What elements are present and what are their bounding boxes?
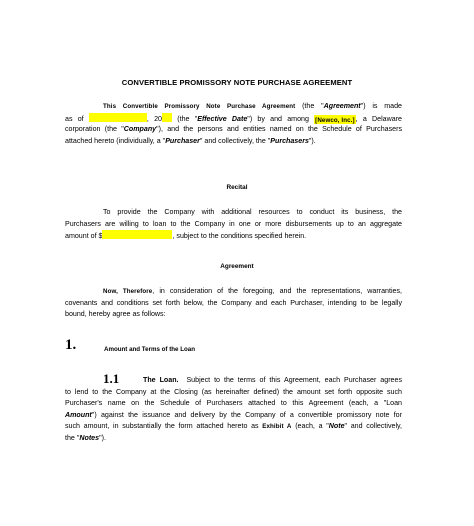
intro-line-4: attached hereto (individually, a "Purchaser" and collectively, the "Purchasers"). bbox=[65, 136, 316, 145]
recital-line-2: Purchasers are willing to loan to the Company in one or more disbursements up to an aggregate bbox=[65, 219, 402, 228]
loan-line-6: the "Notes"). bbox=[65, 433, 106, 442]
intro-line-1: This Convertible Promissory Note Purchase Agreement (the "Agreement") is made bbox=[103, 102, 402, 110]
loan-line-2: to lend to the Company at the Closing (as hereinafter defined) the amount set forth opposite such bbox=[65, 387, 402, 396]
intro-line-3: corporation (the "Company"), and the persons and entities named on the Schedule of Purchasers bbox=[65, 125, 402, 133]
recital-line-1: To provide the Company with additional resources to conduct its business, the bbox=[103, 208, 402, 216]
section-1-number: 1. bbox=[65, 337, 77, 353]
year-blank-highlight[interactable] bbox=[162, 113, 172, 122]
agreement-heading: Agreement bbox=[220, 263, 254, 270]
document-title: CONVERTIBLE PROMISSORY NOTE PURCHASE AGREEMENT bbox=[121, 78, 353, 87]
agreement-paragraph bbox=[65, 286, 402, 321]
loan-line-3: Purchaser's name on the Schedule of Purchasers attached to this Agreement (each, a "Loan bbox=[65, 399, 402, 407]
date-blank-highlight[interactable] bbox=[89, 113, 147, 122]
loan-line-4: Amount") against the issuance and delivery by the Company of a convertible promissory note for bbox=[65, 410, 402, 419]
company-name-highlight[interactable]: [Newco, Inc.] bbox=[315, 116, 355, 124]
recital-line-3: amount of $ , subject to the conditions specified herein. bbox=[65, 232, 307, 240]
agreement-line-1: Now, Therefore, in consideration of the foregoing, and the representations, warranties, bbox=[103, 287, 402, 295]
agreement-line-3: bound, hereby agree as follows: bbox=[65, 310, 166, 318]
loan-line-5: such amount, in substantially the form attached hereto as Exhibit A (each, a "Note" and collectively, bbox=[65, 422, 403, 430]
recital-paragraph bbox=[65, 207, 402, 242]
section-1-1-number: 1.1 bbox=[103, 371, 120, 386]
agreement-line-2: covenants and conditions set forth below, the Company and each Purchaser, intending to be legally bbox=[65, 298, 402, 307]
intro-line-2: as of , 20 (the "Effective Date") by and among [Newco, Inc.], a Delaware bbox=[65, 114, 402, 124]
amount-blank-highlight[interactable] bbox=[102, 230, 172, 239]
loan-line-1: The Loan. Subject to the terms of this Agreement, each Purchaser agrees bbox=[143, 376, 402, 384]
section-1-title: Amount and Terms of the Loan bbox=[104, 346, 195, 353]
section-1-1-paragraph bbox=[65, 375, 402, 444]
recital-heading: Recital bbox=[226, 184, 248, 191]
intro-paragraph bbox=[65, 101, 402, 147]
